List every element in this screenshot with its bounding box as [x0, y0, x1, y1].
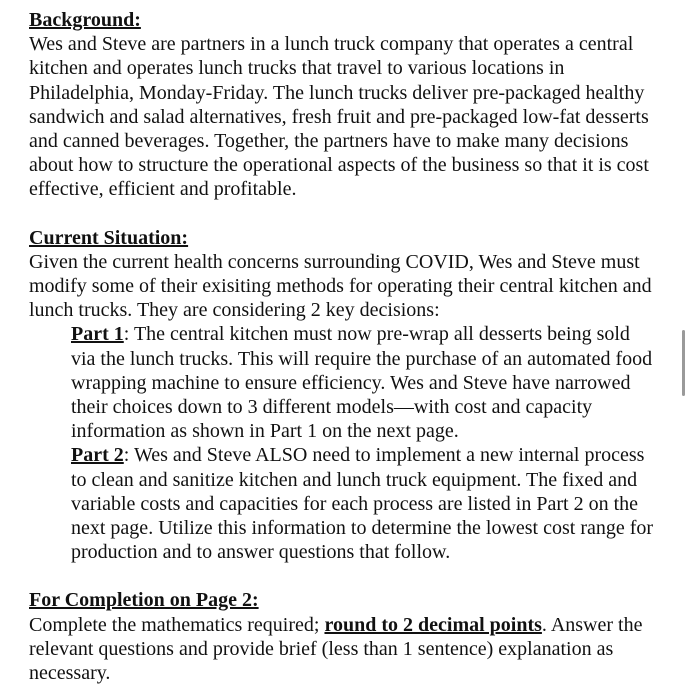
completion-heading: For Completion on Page 2:: [29, 589, 259, 612]
part-1-text: : The central kitchen must now pre-wrap all desserts being sold via the lunch trucks. This will require the purchase of an automated food wrapping machine to ensure efficiency. Wes and Steve have narrowed their choices down to 3 different models—with cost and capacity information as shown in Part 1 on the next page.: [71, 323, 653, 443]
completion-text-after: . Answer the relevant questions and provide brief (less than 1 sentence) explanation as necessary.: [29, 613, 643, 685]
current-situation-heading: Current Situation:: [29, 226, 189, 249]
document-page: [29, 8, 659, 685]
background-paragraph: Wes and Steve are partners in a lunch truck company that operates a central kitchen and operates lunch trucks that travel to various locations in Philadelphia, Monday-Friday. The lunch trucks deliver pre-packaged healthy sandwich and salad alternatives, fresh fruit and pre-packaged low-fat desserts and canned beverages. Together, the partners have to make many decisions about how to structure the operational aspects of the business so that it is cost effective, efficient and profitable.: [29, 33, 649, 201]
part-2-label: Part 2: [71, 444, 124, 467]
part-1-label: Part 1: [71, 323, 124, 346]
background-heading: Background:: [29, 9, 141, 31]
current-situation-paragraph: Given the current health concerns surrounding COVID, Wes and Steve must modify some of their exisiting methods for operating their central kitchen and lunch trucks. They are considering 2 key decisions:: [29, 250, 652, 322]
background-section: [29, 8, 659, 202]
completion-paragraph: [29, 613, 659, 686]
completion-section: [29, 588, 659, 685]
completion-text-before: Complete the mathematics required;: [29, 613, 325, 636]
rounding-instruction: round to 2 decimal points: [324, 613, 542, 636]
current-situation-section: [29, 226, 659, 565]
part-2-text: : Wes and Steve ALSO need to implement a new internal process to clean and sanitize kitchen and lunch truck equipment. The fixed and variable costs and capacities for each process are listed in Part 2 on the next page. Utilize this information to determine the lowest cost range for production and to answer questions that follow.: [71, 444, 654, 564]
part-1-paragraph: [71, 322, 659, 443]
part-2-paragraph: [71, 443, 659, 564]
